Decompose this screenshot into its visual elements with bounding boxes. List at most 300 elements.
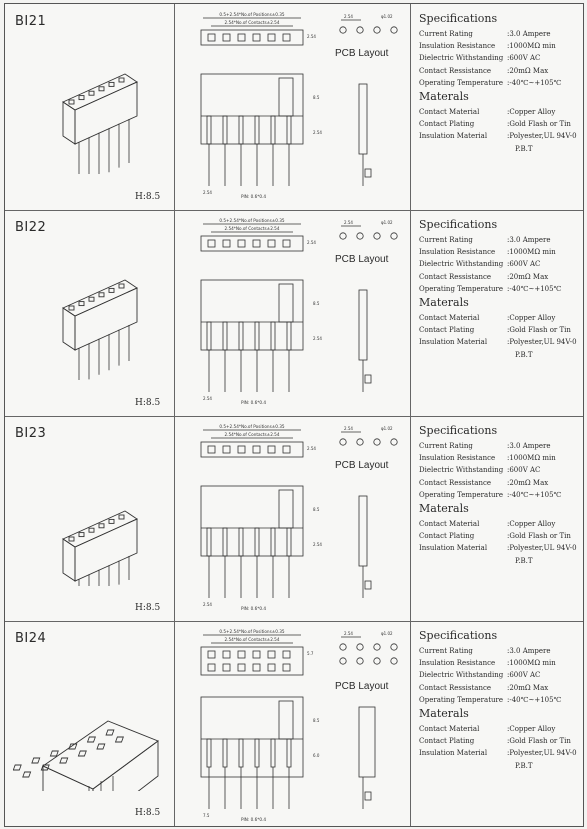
pcb-hole <box>340 658 346 664</box>
pin-size-text: PIN: 0.6*0.4 <box>241 606 267 611</box>
pcb-hole <box>357 233 363 239</box>
spec-insulation-resistance <box>419 657 561 669</box>
spec-current-rating <box>419 645 561 657</box>
side-dimension-text: 2.54 <box>307 446 316 451</box>
front-pin-body <box>287 528 291 556</box>
top-dimension-2-text: 2.54*No.of Contacts±2.54 <box>224 432 280 437</box>
spec-value: :-40℃~+105℃ <box>507 284 562 293</box>
housing-side-face <box>75 82 137 144</box>
materials-title: Materals <box>419 502 469 515</box>
spec-label: Operating Temperature <box>419 695 504 704</box>
pitch-dimension-text: 2.54 <box>203 602 212 607</box>
spec-current-rating <box>419 440 561 452</box>
catalog-page <box>4 3 584 827</box>
spec-label: Contact Material <box>419 108 480 116</box>
spec-contact-resistance <box>419 477 561 489</box>
spec-value: :Copper Alloy <box>507 725 556 733</box>
contact-socket <box>60 758 68 763</box>
spec-insulation-resistance <box>419 40 561 52</box>
product-illustration-panel <box>5 416 175 621</box>
model-number: BI22 <box>15 220 47 235</box>
side-view <box>359 84 371 186</box>
spec-value: :Copper Alloy <box>507 108 556 116</box>
spec-label: Operating Temperature <box>419 78 504 87</box>
height-label: H:8.5 <box>135 603 161 613</box>
pcb-hole <box>340 644 346 650</box>
top-contact-hole <box>283 446 290 453</box>
product-illustration-panel <box>5 4 175 210</box>
latch-slot <box>279 490 293 528</box>
pcb-hole-text: φ1.02 <box>381 426 393 431</box>
top-dimension-1-text: 0.5+2.54*No.of Positions±0.35 <box>219 424 285 429</box>
spec-label: Insulation Material <box>419 544 488 553</box>
spec-value: :Polyester,UL 94V-0 <box>507 338 577 347</box>
pcb-layout-label: PCB Layout <box>335 681 389 692</box>
pcb-hole <box>374 27 380 33</box>
top-contact-hole <box>238 240 245 247</box>
specifications-panel <box>411 4 583 210</box>
spec-label: Dielectric Withstanding <box>419 260 504 269</box>
spec-value: :Polyester,UL 94V-0 <box>507 544 577 553</box>
top-contact-hole <box>253 651 260 658</box>
pin-size-text: PIN: 0.6*0.4 <box>241 817 267 821</box>
pcb-layout <box>340 14 397 33</box>
top-contact-hole <box>223 34 230 41</box>
pcb-layout-label: PCB Layout <box>335 48 389 59</box>
pin-dimension-text: 2.54 <box>313 336 322 341</box>
top-contact-hole <box>238 446 245 453</box>
pcb-hole <box>374 658 380 664</box>
contact-socket <box>109 82 114 86</box>
front-pin-body <box>207 116 211 144</box>
pcb-layout <box>340 631 397 664</box>
spec-label: Current Rating <box>419 647 473 655</box>
spec-label: Contact Plating <box>419 737 475 746</box>
spec-label: Dielectric Withstanding <box>419 671 504 680</box>
front-pin-body <box>255 116 259 144</box>
front-pin-body <box>239 116 243 144</box>
spec-label: Contact Ressistance <box>419 683 492 692</box>
contact-socket <box>119 515 124 519</box>
spec-current-rating <box>419 28 561 40</box>
top-contact-hole <box>238 651 245 658</box>
dimension-drawing <box>181 625 406 821</box>
front-pin-body <box>223 116 227 144</box>
product-illustration-panel <box>5 621 175 826</box>
spec-value: :3.0 Ampere <box>507 647 551 655</box>
side-pin-detail <box>365 375 371 383</box>
specifications-title: Specifications <box>419 218 498 231</box>
housing-front-face <box>63 539 75 581</box>
spec-value: :3.0 Ampere <box>507 30 551 38</box>
pcb-hole-text: φ1.02 <box>381 220 393 225</box>
latch-slot <box>279 78 293 116</box>
spec-value: :20mΩ Max <box>507 683 549 692</box>
material-specs <box>419 106 577 155</box>
front-pin-body <box>287 739 291 767</box>
spec-value: :Gold Flash or Tin <box>507 737 571 746</box>
top-housing-outline <box>201 442 303 457</box>
pitch-dimension-text: 7.5 <box>203 813 210 818</box>
latch-slot <box>279 701 293 739</box>
contact-socket <box>69 306 74 310</box>
spec-value: :-40℃~+105℃ <box>507 490 562 499</box>
spec-value: :20mΩ Max <box>507 66 549 75</box>
contact-socket <box>99 293 104 297</box>
spec-label: Current Rating <box>419 442 473 450</box>
top-contact-hole <box>208 446 215 453</box>
top-contact-hole <box>223 446 230 453</box>
front-view <box>201 280 322 405</box>
side-pin-detail <box>365 581 371 589</box>
front-pin-body <box>287 116 291 144</box>
connector-body <box>63 74 137 174</box>
top-dimension-2-text: 2.54*No.of Contacts±2.54 <box>224 637 280 642</box>
pcb-hole <box>357 439 363 445</box>
electrical-specs <box>419 28 561 89</box>
front-pin-body <box>271 528 275 556</box>
spec-label: Insulation Resistance <box>419 248 496 257</box>
front-pin-body <box>207 739 211 767</box>
spec-label: Contact Plating <box>419 326 475 335</box>
top-contact-hole <box>268 240 275 247</box>
height-dimension-text: 8.5 <box>313 507 320 512</box>
spec-label: Insulation Material <box>419 338 488 347</box>
spec-label: Contact Ressistance <box>419 478 492 487</box>
connector-isometric-drawing <box>13 250 163 380</box>
contact-socket <box>32 758 40 763</box>
pcb-pitch-text: 2.54 <box>344 220 353 225</box>
spec-insulation-material <box>419 747 577 759</box>
spec-value: :-40℃~+105℃ <box>507 695 562 704</box>
side-housing-outline <box>359 496 367 566</box>
spec-contact-material <box>419 106 577 118</box>
front-pin-body <box>271 116 275 144</box>
spec-value: :Polyester,UL 94V-0 <box>507 132 577 141</box>
top-view <box>201 424 316 457</box>
front-housing-outline <box>201 486 303 556</box>
spec-insulation-resistance <box>419 452 561 464</box>
electrical-specs <box>419 234 561 295</box>
spec-value: :Gold Flash or Tin <box>507 532 571 541</box>
contact-socket <box>79 533 84 537</box>
front-pin-body <box>207 322 211 350</box>
spec-label: Contact Plating <box>419 120 475 129</box>
top-contact-hole <box>223 651 230 658</box>
contact-socket <box>109 519 114 523</box>
latch-slot <box>279 284 293 322</box>
pcb-hole-text: φ1.02 <box>381 631 393 636</box>
height-dimension-text: 8.5 <box>313 718 320 723</box>
pcb-hole-text: φ1.02 <box>381 14 393 19</box>
spec-value: :Gold Flash or Tin <box>507 120 571 129</box>
spec-value: :3.0 Ampere <box>507 236 551 244</box>
pitch-dimension-text: 2.54 <box>203 190 212 195</box>
housing-front-face <box>63 102 75 144</box>
spec-label: Insulation Resistance <box>419 454 496 463</box>
top-contact-hole <box>283 240 290 247</box>
top-contact-hole <box>208 240 215 247</box>
contact-socket <box>89 297 94 301</box>
side-housing-outline <box>359 290 367 360</box>
contact-socket <box>109 288 114 292</box>
top-view <box>201 218 316 251</box>
top-contact-hole <box>253 34 260 41</box>
contact-socket <box>79 302 84 306</box>
spec-label: Insulation Resistance <box>419 42 496 51</box>
height-dimension-text: 8.5 <box>313 301 320 306</box>
spec-label: Current Rating <box>419 30 473 38</box>
side-view <box>359 496 371 598</box>
front-view <box>201 486 322 611</box>
spec-dielectric <box>419 669 561 681</box>
contact-socket <box>50 751 58 756</box>
pcb-hole <box>374 439 380 445</box>
side-view <box>359 290 371 392</box>
spec-label: Contact Material <box>419 520 480 528</box>
top-dimension-2-text: 2.54*No.of Contacts±2.54 <box>224 226 280 231</box>
contact-socket <box>23 772 31 777</box>
spec-operating-temperature <box>419 489 561 501</box>
connector-body <box>13 721 158 791</box>
top-contact-hole <box>268 34 275 41</box>
spec-current-rating <box>419 234 561 246</box>
top-contact-hole <box>283 34 290 41</box>
front-pin-body <box>223 528 227 556</box>
spec-pbt: P.B.T <box>515 761 533 770</box>
front-view <box>201 697 320 821</box>
connector-body <box>63 280 137 380</box>
pcb-hole <box>391 644 397 650</box>
front-pin-body <box>223 739 227 767</box>
top-view <box>201 629 314 675</box>
materials-title: Materals <box>419 90 469 103</box>
spec-value: :20mΩ Max <box>507 478 549 487</box>
side-housing-outline <box>359 707 375 777</box>
side-dimension-text: 5.7 <box>307 651 314 656</box>
spec-value: :Gold Flash or Tin <box>507 326 571 335</box>
contact-socket <box>69 744 77 749</box>
height-label: H:8.5 <box>135 398 161 408</box>
pitch-dimension-text: 2.54 <box>203 396 212 401</box>
top-contact-hole <box>268 446 275 453</box>
front-view <box>201 74 322 199</box>
spec-operating-temperature <box>419 283 561 295</box>
top-dimension-2-text: 2.54*No.of Contacts±2.54 <box>224 20 280 25</box>
spec-label: Operating Temperature <box>419 490 504 499</box>
spec-label: Contact Plating <box>419 532 475 541</box>
dimension-drawing <box>181 420 406 616</box>
contact-socket <box>99 87 104 91</box>
front-housing-outline <box>201 697 303 777</box>
top-contact-hole <box>268 664 275 671</box>
connector-isometric-drawing <box>13 456 163 586</box>
pcb-pitch-text: 2.54 <box>344 631 353 636</box>
spec-contact-material <box>419 723 577 735</box>
spec-value: :600V AC <box>507 671 541 680</box>
spec-contact-plating <box>419 118 577 130</box>
pin-size-text: PIN: 0.6*0.4 <box>241 400 267 405</box>
pcb-layout <box>340 220 397 239</box>
pcb-hole <box>340 439 346 445</box>
spec-contact-material <box>419 312 577 324</box>
contact-socket <box>116 737 124 742</box>
top-contact-hole <box>223 240 230 247</box>
contact-socket <box>99 524 104 528</box>
spec-contact-plating <box>419 735 577 747</box>
pcb-hole <box>357 644 363 650</box>
pcb-hole <box>340 27 346 33</box>
product-row <box>5 621 583 826</box>
contact-socket <box>69 100 74 104</box>
housing-top-face <box>63 74 137 110</box>
pcb-hole <box>357 27 363 33</box>
spec-contact-resistance <box>419 65 561 77</box>
pcb-layout <box>340 426 397 445</box>
top-dimension-1-text: 0.5+2.54*No.of Positions±0.35 <box>219 12 285 17</box>
pcb-pitch-text: 2.54 <box>344 426 353 431</box>
housing-top-face <box>43 721 158 789</box>
housing-top-face <box>63 511 137 547</box>
spec-dielectric <box>419 464 561 476</box>
spec-value: :Copper Alloy <box>507 520 556 528</box>
spec-value: :1000MΩ min <box>507 42 556 51</box>
side-housing-outline <box>359 84 367 154</box>
material-specs <box>419 312 577 361</box>
contact-socket <box>69 537 74 541</box>
housing-front-face <box>43 766 93 791</box>
material-specs <box>419 723 577 772</box>
materials-title: Materals <box>419 707 469 720</box>
top-contact-hole <box>283 664 290 671</box>
spec-value: :Polyester,UL 94V-0 <box>507 749 577 758</box>
spec-label: Contact Material <box>419 725 480 733</box>
top-contact-hole <box>253 664 260 671</box>
spec-dielectric <box>419 258 561 270</box>
front-pin-body <box>271 739 275 767</box>
contact-socket <box>13 765 21 770</box>
specifications-panel <box>411 416 583 621</box>
top-contact-hole <box>253 446 260 453</box>
pcb-hole <box>374 644 380 650</box>
top-contact-hole <box>283 651 290 658</box>
pcb-layout-label: PCB Layout <box>335 254 389 265</box>
pcb-hole <box>391 658 397 664</box>
pcb-pitch-text: 2.54 <box>344 14 353 19</box>
front-pin-body <box>271 322 275 350</box>
front-pin-body <box>255 322 259 350</box>
specifications-title: Specifications <box>419 629 498 642</box>
specifications-panel <box>411 621 583 826</box>
spec-contact-plating <box>419 324 577 336</box>
front-pin-body <box>239 528 243 556</box>
pcb-hole <box>374 233 380 239</box>
dimension-drawing <box>181 214 406 410</box>
spec-label: Insulation Material <box>419 132 488 141</box>
spec-value: :1000MΩ min <box>507 454 556 463</box>
technical-drawing-panel <box>175 416 411 621</box>
side-dimension-text: 2.54 <box>307 34 316 39</box>
pcb-layout-label: PCB Layout <box>335 460 389 471</box>
contact-socket <box>78 751 86 756</box>
spec-value: :3.0 Ampere <box>507 442 551 450</box>
front-pin-body <box>255 528 259 556</box>
spec-contact-plating <box>419 530 577 542</box>
spec-label: Dielectric Withstanding <box>419 54 504 63</box>
top-contact-hole <box>208 651 215 658</box>
spec-label: Contact Ressistance <box>419 272 492 281</box>
top-housing-outline <box>201 30 303 45</box>
top-dimension-1-text: 0.5+2.54*No.of Positions±0.35 <box>219 629 285 634</box>
connector-isometric-drawing <box>13 661 163 791</box>
front-pin-body <box>223 322 227 350</box>
top-contact-hole <box>268 651 275 658</box>
model-number: BI23 <box>15 426 47 441</box>
spec-label: Insulation Material <box>419 749 488 758</box>
technical-drawing-panel <box>175 210 411 416</box>
top-contact-hole <box>208 664 215 671</box>
pin-dimension-text: 2.54 <box>313 130 322 135</box>
spec-pbt: P.B.T <box>515 350 533 359</box>
spec-contact-material <box>419 518 577 530</box>
front-pin-body <box>207 528 211 556</box>
electrical-specs <box>419 645 561 706</box>
spec-value: :600V AC <box>507 466 541 475</box>
product-illustration-panel <box>5 210 175 416</box>
front-housing-outline <box>201 74 303 144</box>
connector-isometric-drawing <box>13 44 163 174</box>
spec-contact-resistance <box>419 682 561 694</box>
spec-value: :-40℃~+105℃ <box>507 78 562 87</box>
front-pin-body <box>287 322 291 350</box>
dimension-drawing <box>181 8 406 204</box>
pin-dimension-text: 2.54 <box>313 542 322 547</box>
top-view <box>201 12 316 45</box>
spec-value: :Copper Alloy <box>507 314 556 322</box>
model-number: BI21 <box>15 14 47 29</box>
spec-operating-temperature <box>419 694 561 706</box>
pcb-hole <box>391 27 397 33</box>
spec-operating-temperature <box>419 77 561 89</box>
front-pin-body <box>255 739 259 767</box>
spec-label: Current Rating <box>419 236 473 244</box>
contact-socket <box>106 730 114 735</box>
spec-label: Insulation Resistance <box>419 659 496 668</box>
spec-contact-resistance <box>419 271 561 283</box>
product-row <box>5 4 583 211</box>
electrical-specs <box>419 440 561 501</box>
technical-drawing-panel <box>175 621 411 826</box>
material-specs <box>419 518 577 567</box>
front-housing-outline <box>201 280 303 350</box>
connector-body <box>63 511 137 586</box>
front-pin-body <box>239 739 243 767</box>
spec-label: Contact Ressistance <box>419 66 492 75</box>
side-view <box>359 707 375 809</box>
top-contact-hole <box>238 34 245 41</box>
front-pin-body <box>239 322 243 350</box>
spec-pbt: P.B.T <box>515 556 533 565</box>
spec-label: Operating Temperature <box>419 284 504 293</box>
contact-socket <box>89 91 94 95</box>
height-dimension-text: 8.5 <box>313 95 320 100</box>
top-contact-hole <box>223 664 230 671</box>
housing-side-face <box>75 519 137 581</box>
height-label: H:8.5 <box>135 192 161 202</box>
specifications-title: Specifications <box>419 12 498 25</box>
side-pin-detail <box>365 169 371 177</box>
contact-socket <box>119 78 124 82</box>
